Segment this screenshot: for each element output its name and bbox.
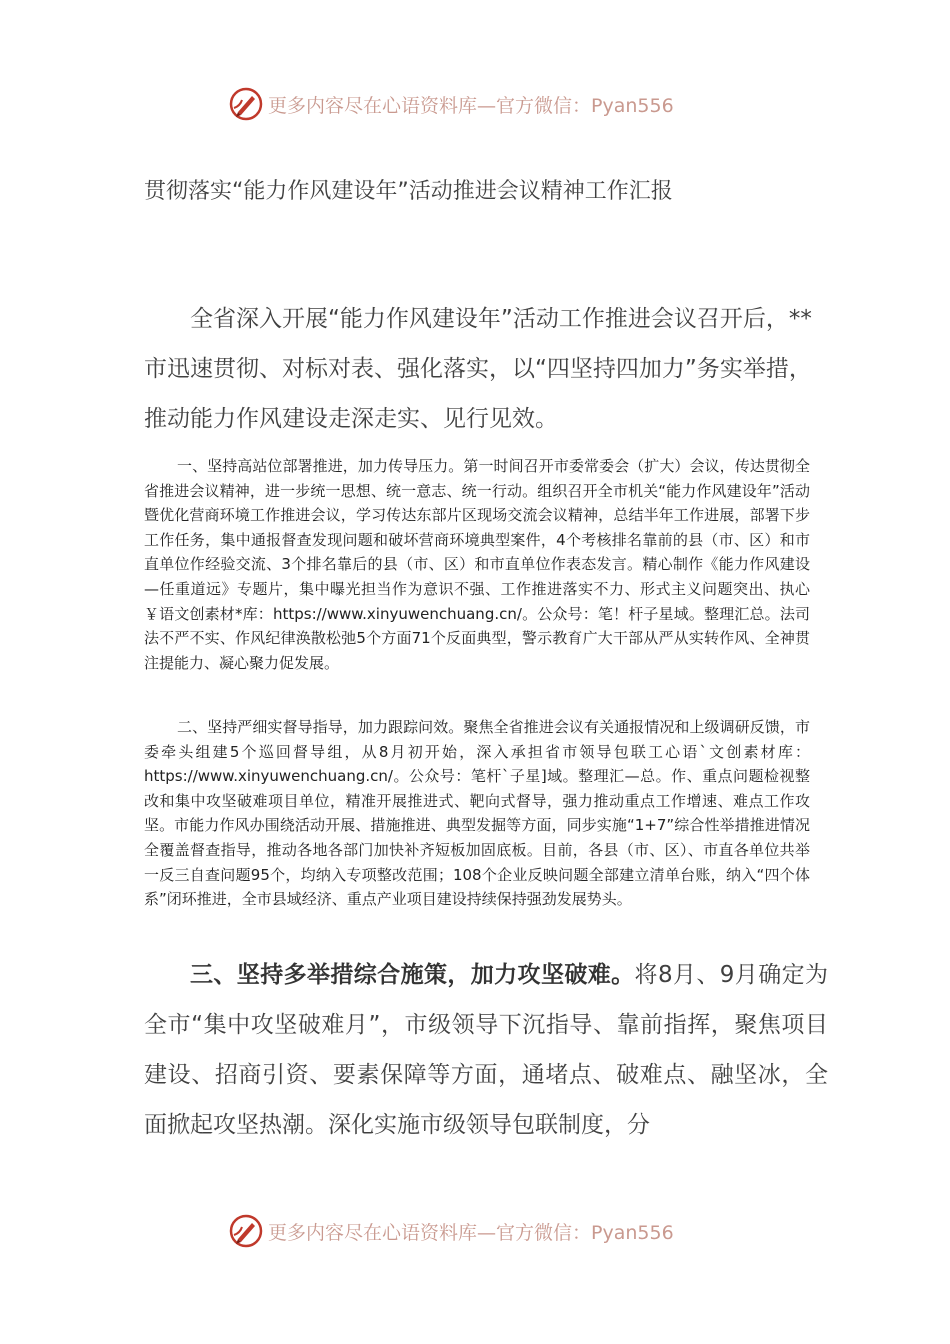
section-3-paragraph <box>144 950 828 1150</box>
pen-logo-icon <box>228 86 264 122</box>
section-1-paragraph: 一、坚持高站位部署推进，加力传导压力。第一时间召开市委常委会（扩大）会议，传达贯彻全省推进会议精神，进一步统一思想、统一意志、统一行动。组织召开全市机关“能力作风建设年”活动暨优化营商环境工作推进会议，学习传达东部片区现场交流会议精神，总结半年工作进展，部署下步工作任务，集中通报督查发现问题和破坏营商环境典型案件，4个考核排名靠前的县（市、区）和市直单位作经验交流、3个排名靠后的县（市、区）和市直单位作表态发言。精心制作《能力作风建设—任重道远》专题片，集中曝光担当作为意识不强、工作推进落实不力、形式主义问题突出、执心￥语文创素材*库：https://www.xinyuwenchuang.cn/。公众号：笔！杆子星域。整理汇总。法司法不严不实、作风纪律涣散松弛5个方面71个反面典型，警示教育广大干部从严从实转作风、全神贯注提能力、凝心聚力促发展。 <box>144 457 810 672</box>
banner-wechat-id: Pyan556 <box>591 94 674 117</box>
footer-banner <box>228 1211 748 1251</box>
header-banner <box>228 84 748 124</box>
banner-text: 更多内容尽在心语资料库—官方微信：Pyan556 <box>268 1221 674 1244</box>
banner-text: 更多内容尽在心语资料库—官方微信：Pyan556 <box>268 94 674 117</box>
section-2-paragraph: 二、坚持严细实督导指导，加力跟踪问效。聚焦全省推进会议有关通报情况和上级调研反馈，市委牵头组建5个巡回督导组，从8月初开始，深入承担省市领导包联工心语`文创素材库：https://www.xinyuwenchuang.cn/。公众号：笔杆`子星]域。整理汇—总。作、重点问题检视整改和集中攻坚破难项目单位，精准开展推进式、靶向式督导，强力推动重点工作增速、难点工作攻坚。市能力作风办围绕活动开展、措施推进、典型发掘等方面，同步实施“1+7”综合性举措推进情况全覆盖督查指导，推动各地各部门加快补齐短板加固底板。目前，各县（市、区）、市直各单位共举一反三自查问题95个，均纳入专项整改范围；108个企业反映问题全部建立清单台账，纳入“四个体系”闭环推进，全市县域经济、重点产业项目建设持续保持强劲发展势头。 <box>144 718 810 909</box>
lead-paragraph: 全省深入开展“能力作风建设年”活动工作推进会议召开后，**市迅速贯彻、对标对表、强化落实，以“四坚持四加力”务实举措，推动能力作风建设走深走实、见行见效。 <box>144 306 812 432</box>
pen-logo-icon <box>228 1213 264 1249</box>
section-3-body: 将8月、9月确定为全市“集中攻坚破难月”，市级领导下沉指导、靠前指挥，聚焦项目建设、招商引资、要素保障等方面，通堵点、破难点、融坚冰，全面掀起攻坚热潮。深化实施市级领导包联制度，分 <box>144 962 828 1138</box>
section-3-heading: 三、坚持多举措综合施策，加力攻坚破难。 <box>190 962 635 988</box>
banner-wechat-id: Pyan556 <box>591 1221 674 1244</box>
document-title: 贯彻落实“能力作风建设年”活动推进会议精神工作汇报 <box>144 179 673 204</box>
